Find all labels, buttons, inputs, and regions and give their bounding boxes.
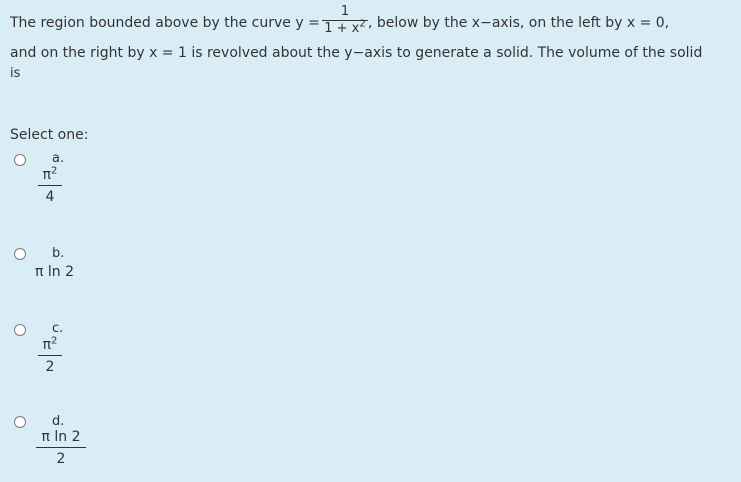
option-a-pi: π xyxy=(42,167,52,183)
option-d-numerator: π ln 2 xyxy=(41,429,81,445)
option-c-pi: π xyxy=(42,337,52,353)
option-a-denominator: 4 xyxy=(45,189,55,205)
denominator-base: 1 + x xyxy=(324,21,360,36)
radio-option-a[interactable] xyxy=(14,154,26,166)
select-one-label: Select one: xyxy=(10,127,89,143)
inline-fraction xyxy=(322,5,368,36)
inline-fraction-denominator xyxy=(322,18,368,36)
option-c-denominator: 2 xyxy=(45,359,55,375)
radio-option-c[interactable] xyxy=(14,324,26,336)
option-c-exponent: 2 xyxy=(51,335,58,347)
option-b-expression: π ln 2 xyxy=(35,264,74,280)
option-a-bar xyxy=(38,185,62,186)
option-a-fraction xyxy=(38,167,62,205)
question-line-1-end: , below by the x−axis, on the left by x = 0, xyxy=(368,15,670,31)
option-a-numerator xyxy=(38,167,62,183)
option-d-denominator: 2 xyxy=(56,451,66,467)
denominator-exponent: 2 xyxy=(359,18,366,30)
option-a-exponent: 2 xyxy=(51,165,58,177)
option-a-letter: a. xyxy=(52,151,65,166)
option-c-bar xyxy=(38,355,62,356)
option-d-bar xyxy=(36,447,86,448)
option-d-fraction xyxy=(36,429,86,467)
radio-option-d[interactable] xyxy=(14,416,26,428)
question-line-3: is xyxy=(10,66,21,81)
question-line-1-start: The region bounded above by the curve y = xyxy=(10,15,320,31)
inline-fraction-numerator: 1 xyxy=(340,4,350,19)
option-c-letter: c. xyxy=(52,321,64,336)
radio-option-b[interactable] xyxy=(14,248,26,260)
option-d-letter: d. xyxy=(52,414,65,429)
option-c-fraction xyxy=(38,337,62,375)
option-b-letter: b. xyxy=(52,246,65,261)
question-line-2: and on the right by x = 1 is revolved about the y−axis to generate a solid. The volume of the solid xyxy=(10,45,703,61)
option-c-numerator xyxy=(38,337,62,353)
